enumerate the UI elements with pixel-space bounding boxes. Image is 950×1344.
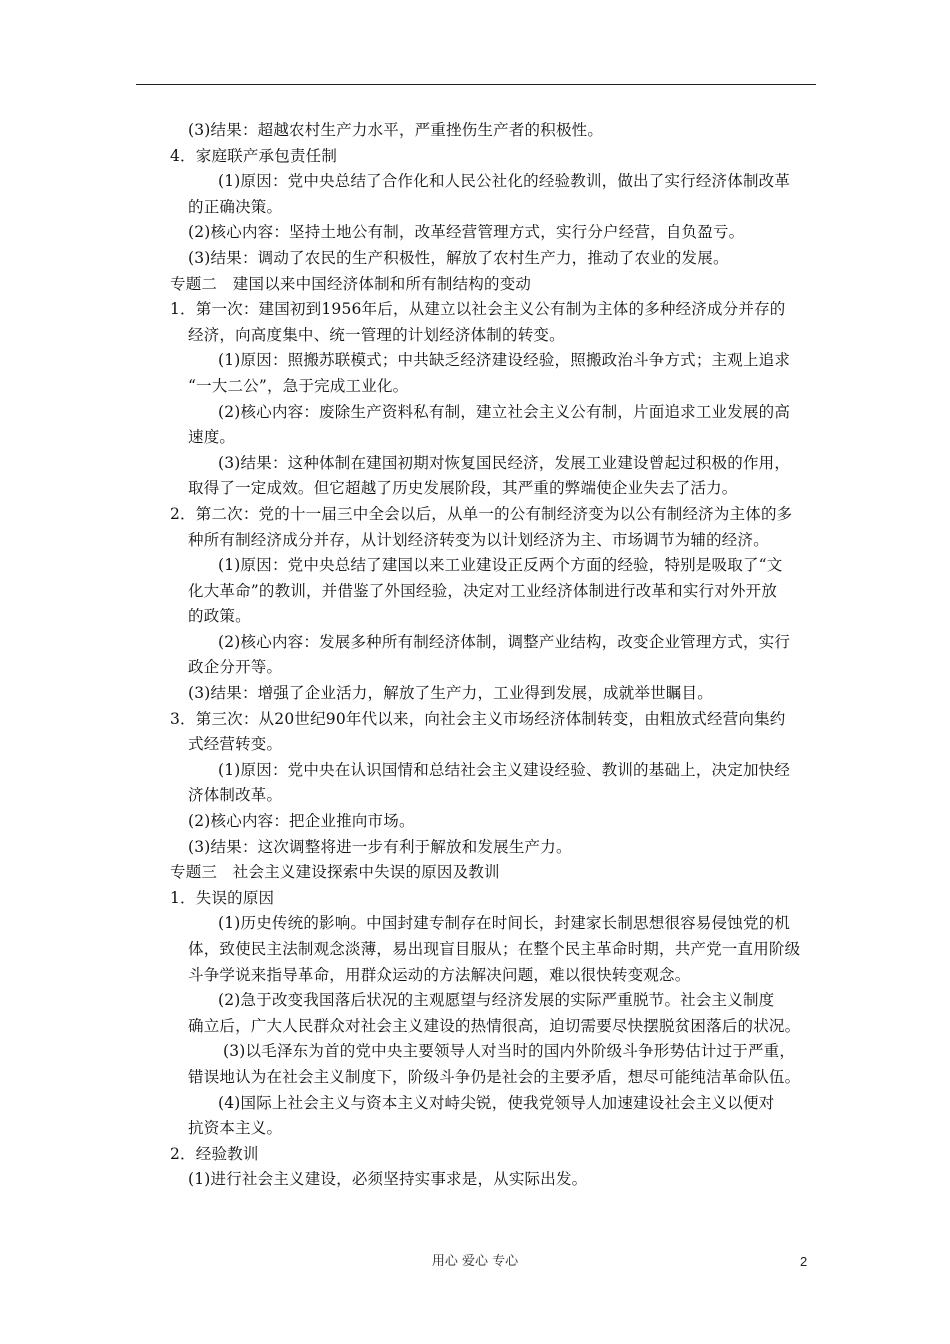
text-line: 3．第三次：从20世纪90年代以来，向社会主义市场经济体制转变，由粗放式经营向集约 <box>170 709 786 728</box>
text-line: (3)结果：超越农村生产力水平，严重挫伤生产者的积极性。 <box>188 121 604 139</box>
header-rule <box>136 84 816 85</box>
text-line: (1)历史传统的影响。中国封建专制存在时间长，封建家长制思想很容易侵蚀党的机 <box>218 914 791 933</box>
text-line: 体，致使民主法制观念淡薄，易出现盲目服从；在整个民主革命时期，共产党一直用阶级 <box>188 940 801 958</box>
text-line: 1．第一次：建国初到1956年后，从建立以社会主义公有制为主体的多种经济成分并存的 <box>170 300 786 319</box>
text-line: (2)急于改变我国落后状况的主观愿望与经济发展的实际严重脱节。社会主义制度 <box>218 991 775 1010</box>
text-line: 确立后，广大人民群众对社会主义建设的热情很高，迫切需要尽快摆脱贫困落后的状况。 <box>188 1016 801 1035</box>
text-line: 济体制改革。 <box>188 786 283 805</box>
text-line: 化大革命”的教训，并借鉴了外国经验，决定对工业经济体制进行改革和实行对外开放 <box>188 581 778 600</box>
text-line: “一大二公”，急于完成工业化。 <box>188 376 409 395</box>
text-line: 专题二 建国以来中国经济体制和所有制结构的变动 <box>170 274 532 293</box>
text-line: (2)核心内容：发展多种所有制经济体制，调整产业结构，改变企业管理方式，实行 <box>218 632 791 651</box>
text-line: 政企分开等。 <box>188 658 283 677</box>
text-line: 抗资本主义。 <box>188 1119 283 1138</box>
text-line: (2)核心内容：废除生产资料私有制，建立社会主义公有制，片面追求工业发展的高 <box>218 402 791 421</box>
text-line: 速度。 <box>188 428 236 447</box>
text-line: 错误地认为在社会主义制度下，阶级斗争仍是社会的主要矛盾，想尽可能纯洁革命队伍。 <box>188 1067 801 1086</box>
text-line: (2)核心内容：坚持土地公有制，改革经营管理方式，实行分户经营，自负盈亏。 <box>188 223 745 242</box>
text-line: (3)结果：这种体制在建国初期对恢复国民经济，发展工业建设曾起过积极的作用， <box>218 453 791 472</box>
text-line: 式经营转变。 <box>188 735 283 754</box>
text-line: 1．失误的原因 <box>170 888 275 907</box>
document-body <box>170 118 830 1193</box>
text-line: 经济，向高度集中、统一管理的计划经济体制的转变。 <box>188 325 565 344</box>
text-line: (1)原因：党中央总结了建国以来工业建设正反两个方面的经验，特别是吸取了“文 <box>218 556 783 575</box>
text-line: (1)进行社会主义建设，必须坚持实事求是，从实际出发。 <box>188 1170 588 1189</box>
text-line: (2)核心内容：把企业推向市场。 <box>188 812 415 831</box>
text-line: (4)国际上社会主义与资本主义对峙尖锐，使我党领导人加速建设社会主义以便对 <box>218 1093 775 1112</box>
text-line: 4．家庭联产承包责任制 <box>170 146 338 165</box>
text-line: (3)结果：这次调整将进一步有利于解放和发展生产力。 <box>188 837 572 856</box>
footer-slogan: 用心 爱心 专心 <box>431 1254 519 1269</box>
text-line: 取得了一定成效。但它超越了历史发展阶段，其严重的弊端使企业失去了活力。 <box>188 479 738 498</box>
text-line: 2．第二次：党的十一届三中全会以后，从单一的公有制经济变为以公有制经济为主体的多 <box>170 504 793 523</box>
page-number: 2 <box>800 1254 808 1269</box>
text-line: (3)结果：增强了企业活力，解放了生产力，工业得到发展，成就举世瞩目。 <box>188 684 713 703</box>
text-line: 专题三 社会主义建设探索中失误的原因及教训 <box>170 863 500 882</box>
text-line: 的政策。 <box>188 607 251 626</box>
text-line: 种所有制经济成分并存，从计划经济转变为以计划经济为主、市场调节为辅的经济。 <box>188 530 769 549</box>
text-line: 2．经验教训 <box>170 1144 259 1163</box>
text-line: 斗争学说来指导革命，用群众运动的方法解决问题，难以很快转变观念。 <box>188 965 691 984</box>
text-line: (3)结果：调动了农民的生产积极性，解放了农村生产力，推动了农业的发展。 <box>188 248 729 267</box>
text-line: 的正确决策。 <box>188 197 283 216</box>
text-line: (1)原因：党中央在认识国情和总结社会主义建设经验、教训的基础上，决定加快经 <box>218 760 791 779</box>
text-line: (1)原因：照搬苏联模式；中共缺乏经济建设经验，照搬政治斗争方式；主观上追求 <box>218 351 791 370</box>
text-line: (1)原因：党中央总结了合作化和人民公社化的经验教训，做出了实行经济体制改革 <box>218 172 791 191</box>
text-line: (3)以毛泽东为首的党中央主要领导人对当时的国内外阶级斗争形势估计过于严重， <box>223 1042 796 1061</box>
